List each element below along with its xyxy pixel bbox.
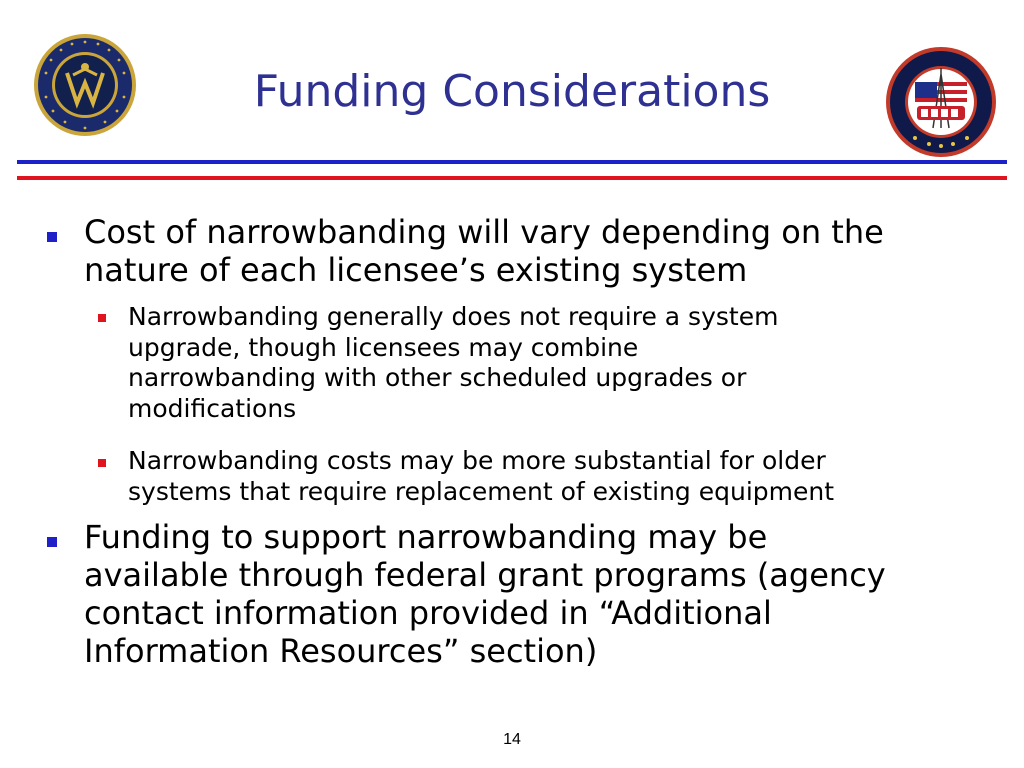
bullet-marker	[47, 537, 57, 547]
sub-bullet-1-line-2: upgrade, though licensees may combine	[128, 332, 639, 362]
sub-bullet-2	[128, 446, 988, 507]
bullet-2-line-1: Funding to support narrowbanding may be	[84, 518, 768, 556]
bullet-marker	[47, 232, 57, 242]
sub-bullet-1-line-4: modifications	[128, 393, 297, 423]
bullet-1-line-2: nature of each licensee’s existing system	[84, 251, 748, 289]
sub-bullet-1-line-3: narrowbanding with other scheduled upgrades or	[128, 363, 747, 392]
bullet-1	[84, 213, 984, 289]
sub-bullet-marker	[98, 314, 106, 322]
bullet-2-line-2: available through federal grant programs (agency	[84, 556, 886, 594]
sub-bullet-1-line-1: Narrowbanding generally does not require a system	[128, 302, 779, 331]
bullet-1-line-1: Cost of narrowbanding will vary depending on the	[84, 213, 884, 251]
sub-bullet-marker	[98, 459, 106, 467]
header-rule-red	[17, 176, 1007, 180]
bullet-2-line-4: Information Resources” section)	[84, 632, 598, 670]
sub-bullet-2-line-1: Narrowbanding costs may be more substantial for older	[128, 446, 826, 475]
slide-title: Funding Considerations	[253, 66, 771, 117]
sub-bullet-2-line-2: systems that require replacement of existing equipment	[128, 476, 835, 506]
sub-bullet-1	[128, 302, 988, 424]
page-number: 14	[503, 731, 521, 748]
header-rule-blue	[17, 160, 1007, 164]
bullet-2	[84, 518, 984, 670]
bullet-2-line-3: contact information provided in “Additional	[84, 594, 772, 632]
